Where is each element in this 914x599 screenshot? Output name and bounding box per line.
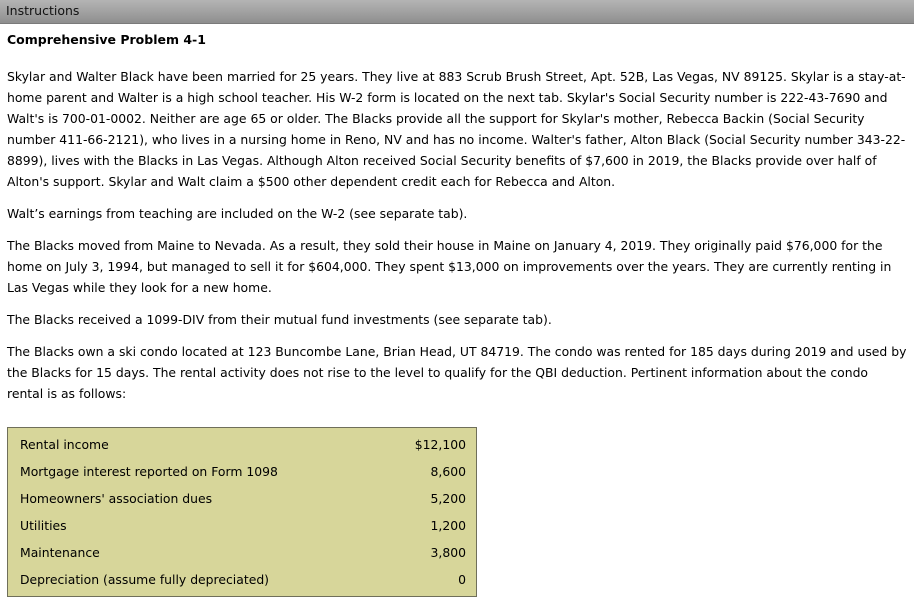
table-row — [20, 516, 466, 536]
table-row — [20, 489, 466, 509]
row-label: Maintenance — [20, 545, 100, 560]
table-row — [20, 543, 466, 563]
row-value: 3,800 — [430, 545, 466, 560]
table-row — [20, 435, 466, 455]
row-label: Depreciation (assume fully depreciated) — [20, 572, 270, 587]
instructions-content — [7, 31, 907, 415]
row-value: $12,100 — [414, 437, 466, 452]
problem-heading: Comprehensive Problem 4-1 — [7, 32, 206, 47]
rental-info-table — [7, 427, 477, 597]
table-row — [20, 570, 466, 590]
paragraph-background: Skylar and Walter Black have been married for 25 years. They live at 883 Scrub Brush Street, Apt. 52B, Las Vegas, NV 89125. Skylar is a stay-at-home parent and Walter is a high school teacher. His W-2 form is located on the next tab. Skylar's Social Security number is 222-43-7690 and Walt's is 700-01-0002. Neither are age 65 or older. The Blacks provide all the support for Skylar's mother, Rebecca Backin (Social Security number 411-66-2121), who lives in a nursing home in Reno, NV and has no income. Walter's father, Alton Black (Social Security number 343-22-8899), lives with the Blacks in Las Vegas. Although Alton received Social Security benefits of $7,600 in 2019, the Blacks provide over half of Alton's support. Skylar and Walt claim a $500 other dependent credit each for Rebecca and Alton. — [7, 69, 906, 189]
window-title: Instructions — [6, 3, 80, 18]
table-row — [20, 462, 466, 482]
row-label: Utilities — [20, 518, 67, 533]
row-value: 8,600 — [430, 464, 466, 479]
row-value: 0 — [458, 572, 466, 587]
paragraph-ski-condo: The Blacks own a ski condo located at 123 Buncombe Lane, Brian Head, UT 84719. The condo was rented for 185 days during 2019 and used by the Blacks for 15 days. The rental activity does not rise to the level to qualify for the QBI deduction. Pertinent information about the condo rental is as follows: — [7, 344, 907, 401]
window-title-bar — [0, 0, 914, 24]
row-label: Rental income — [20, 437, 109, 452]
row-label: Mortgage interest reported on Form 1098 — [20, 464, 278, 479]
row-value: 1,200 — [430, 518, 466, 533]
row-label: Homeowners' association dues — [20, 491, 213, 506]
paragraph-1099-div: The Blacks received a 1099-DIV from their mutual fund investments (see separate tab). — [7, 312, 552, 327]
row-value: 5,200 — [430, 491, 466, 506]
paragraph-w2: Walt’s earnings from teaching are included on the W-2 (see separate tab). — [7, 206, 468, 221]
paragraph-home-sale: The Blacks moved from Maine to Nevada. As a result, they sold their house in Maine on January 4, 2019. They originally paid $76,000 for the home on July 3, 1994, but managed to sell it for $604,000. They spent $13,000 on improvements over the years. They are currently renting in Las Vegas while they look for a new home. — [7, 238, 892, 295]
